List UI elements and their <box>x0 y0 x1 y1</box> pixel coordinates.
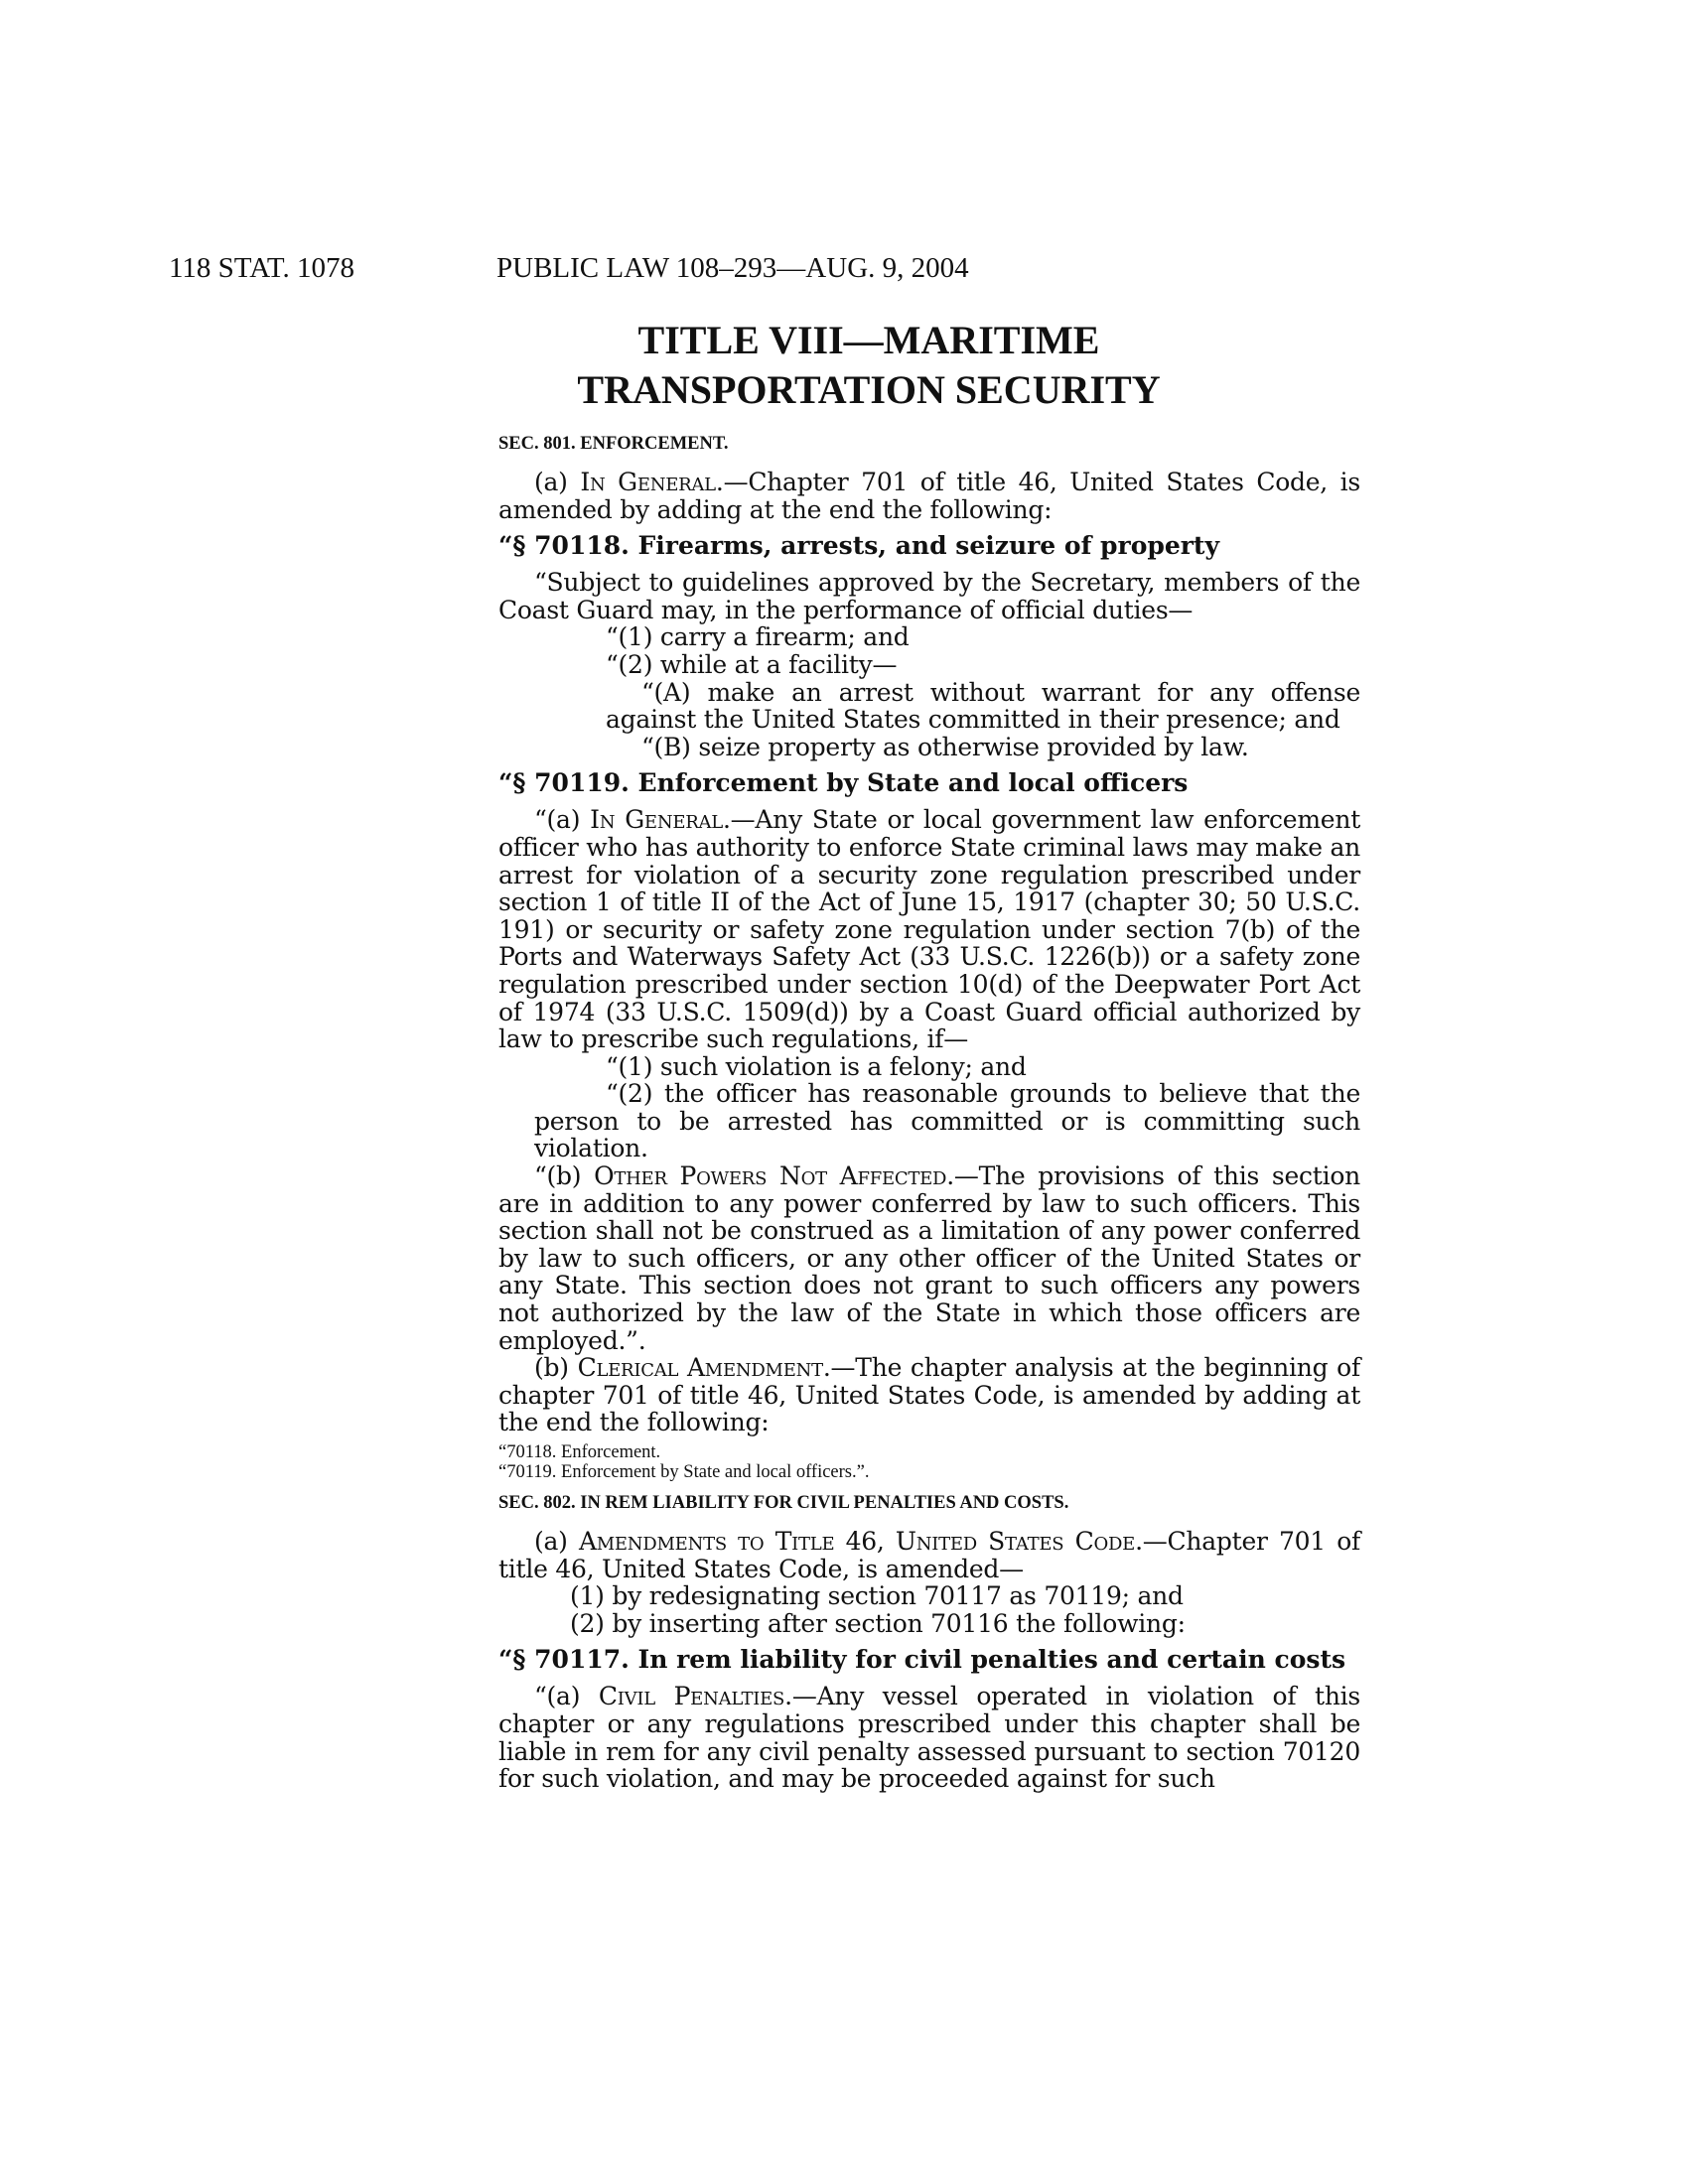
section-801-b: (b) Clerical Amendment.—The chapter analysis at the beginning of chapter 701 of title 46, United States Code, is amended by adding at the end the following: <box>498 1353 1360 1437</box>
public-law-citation: PUBLIC LAW 108–293—AUG. 9, 2004 <box>496 252 969 284</box>
section-70119-title: “§ 70119. Enforcement by State and local officers <box>498 768 1189 798</box>
section-801-a: (a) In General.—Chapter 701 of title 46, United States Code, is amended by adding at the end the following: <box>498 468 1360 524</box>
section-802-a-item-2: (2) by inserting after section 70116 the following: <box>570 1608 1186 1638</box>
title-line-2: TRANSPORTATION SECURITY <box>577 367 1161 412</box>
list-item: “70118. Enforcement. <box>498 1442 661 1462</box>
document-body <box>498 433 1360 1793</box>
stat-page-number: 118 STAT. 1078 <box>169 252 354 284</box>
title-line-1: TITLE VIII—MARITIME <box>637 318 1100 362</box>
section-70119-a-item-1: “(1) such violation is a felony; and <box>606 1051 1027 1081</box>
section-70119-b: “(b) Other Powers Not Affected.—The provisions of this section are in addition to any power conferred by law to such officers. This section shall not be construed as a limitation of any power conferred by law to such officers, or any other officer of the United States or any State. This section does not grant to such officers any powers not authorized by the law of the State in which those officers are employed.”. <box>498 1161 1360 1355</box>
section-802-a: (a) Amendments to Title 46, United States Code.—Chapter 701 of title 46, United States Code, is amended— <box>498 1527 1361 1583</box>
list-item: “70119. Enforcement by State and local officers.”. <box>498 1462 870 1482</box>
section-70117-title: “§ 70117. In rem liability for civil penalties and certain costs <box>498 1645 1346 1675</box>
section-802-heading: SEC. 802. IN REM LIABILITY FOR CIVIL PENALTIES AND COSTS. <box>498 1493 1069 1513</box>
section-70118-item-A: “(A) make an arrest without warrant for any offense against the United States committed in their presence; and <box>606 677 1360 735</box>
section-70118-item-1: “(1) carry a firearm; and <box>606 622 910 652</box>
chapter-analysis-list <box>498 1442 1360 1482</box>
section-70118-intro: “Subject to guidelines approved by the Secretary, members of the Coast Guard may, in the performance of official duties— <box>498 568 1360 624</box>
section-70119-a-item-2: “(2) the officer has reasonable grounds to believe that the person to be arrested has committed or is committing such violation. <box>534 1079 1360 1163</box>
section-70118-title: “§ 70118. Firearms, arrests, and seizure of property <box>498 531 1220 561</box>
page-title <box>477 316 1261 415</box>
section-802-a-item-1: (1) by redesignating section 70117 as 70119; and <box>570 1581 1184 1611</box>
section-70118-item-B: “(B) seize property as otherwise provided by law. <box>641 732 1249 761</box>
section-801-heading: SEC. 801. ENFORCEMENT. <box>498 434 729 454</box>
section-70119-a: “(a) In General.—Any State or local government law enforcement officer who has authority to enforce State criminal laws may make an arrest for violation of a security zone regulation prescribed under section 1 of title II of the Act of June 15, 1917 (chapter 30; 50 U.S.C. 191) or security or safety zone regulation under section 7(b) of the Ports and Waterways Safety Act (33 U.S.C. 1226(b)) or a safety zone regulation prescribed under section 10(d) of the Deepwater Port Act of 1974 (33 U.S.C. 1509(d)) by a Coast Guard official authorized by law to prescribe such regulations, if— <box>498 805 1361 1054</box>
section-70117-a: “(a) Civil Penalties.—Any vessel operated in violation of this chapter or any regulations prescribed under this chapter shall be liable in rem for any civil penalty assessed pursuant to section 70120 for such violation, and may be proceeded against for such <box>498 1682 1360 1794</box>
page-header <box>0 252 1688 292</box>
section-70118-item-2: “(2) while at a facility— <box>606 649 898 679</box>
